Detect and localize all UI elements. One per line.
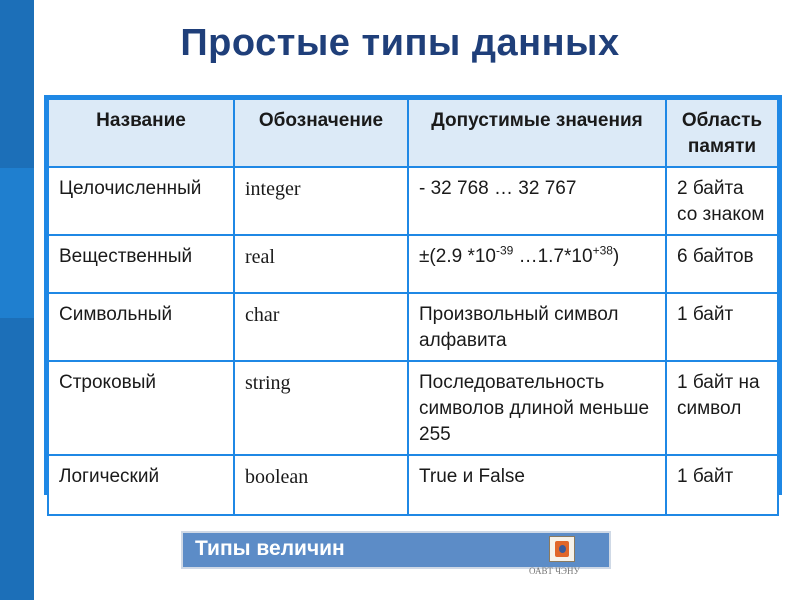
cell-values: True и False: [408, 455, 666, 515]
cell-symbol: real: [234, 235, 408, 293]
table-header-row: [48, 99, 778, 167]
cell-values: Произвольный символ алфавита: [408, 293, 666, 361]
cell-memory: 2 байта со знаком: [666, 167, 778, 235]
cell-name: Целочисленный: [48, 167, 234, 235]
table-row: [48, 455, 778, 515]
slide-title: Простые типы данных: [180, 22, 620, 64]
values-prefix: ±(2.9 *10: [419, 246, 496, 267]
cell-symbol: integer: [234, 167, 408, 235]
values-middle: …1.7*10: [513, 246, 593, 267]
data-types-table: [44, 95, 782, 495]
left-sidebar-accent: [0, 168, 34, 318]
table-row: [48, 235, 778, 293]
table-row: [48, 293, 778, 361]
cell-memory: 1 байт: [666, 293, 778, 361]
icon-caption: ОАВТ ЧЭНУ: [529, 566, 580, 576]
cell-memory: 1 байт: [666, 455, 778, 515]
cell-name: Вещественный: [48, 235, 234, 293]
types-of-values-link[interactable]: [183, 533, 609, 567]
values-suffix: ): [612, 246, 620, 267]
data-types-table-grid: [47, 98, 779, 516]
cell-values: [408, 235, 666, 293]
cell-values: - 32 768 … 32 767: [408, 167, 666, 235]
header-values: Допустимые значения: [408, 99, 666, 167]
cell-name: Строковый: [48, 361, 234, 455]
header-memory: Область памяти: [666, 99, 778, 167]
header-symbol: Обозначение: [234, 99, 408, 167]
table-row: [48, 167, 778, 235]
values-exponent-max: +38: [592, 243, 613, 258]
header-name: Название: [48, 99, 234, 167]
cell-memory: 6 байтов: [666, 235, 778, 293]
book-icon[interactable]: [549, 536, 575, 562]
cell-symbol: string: [234, 361, 408, 455]
cell-symbol: char: [234, 293, 408, 361]
table-row: [48, 361, 778, 455]
types-of-values-label: Типы величин: [195, 537, 345, 560]
cell-name: Символьный: [48, 293, 234, 361]
cell-name: Логический: [48, 455, 234, 515]
cell-memory: 1 байт на символ: [666, 361, 778, 455]
values-exponent-min: -39: [495, 243, 514, 258]
cell-symbol: boolean: [234, 455, 408, 515]
cell-values: Последовательность символов длиной меньше 255: [408, 361, 666, 455]
